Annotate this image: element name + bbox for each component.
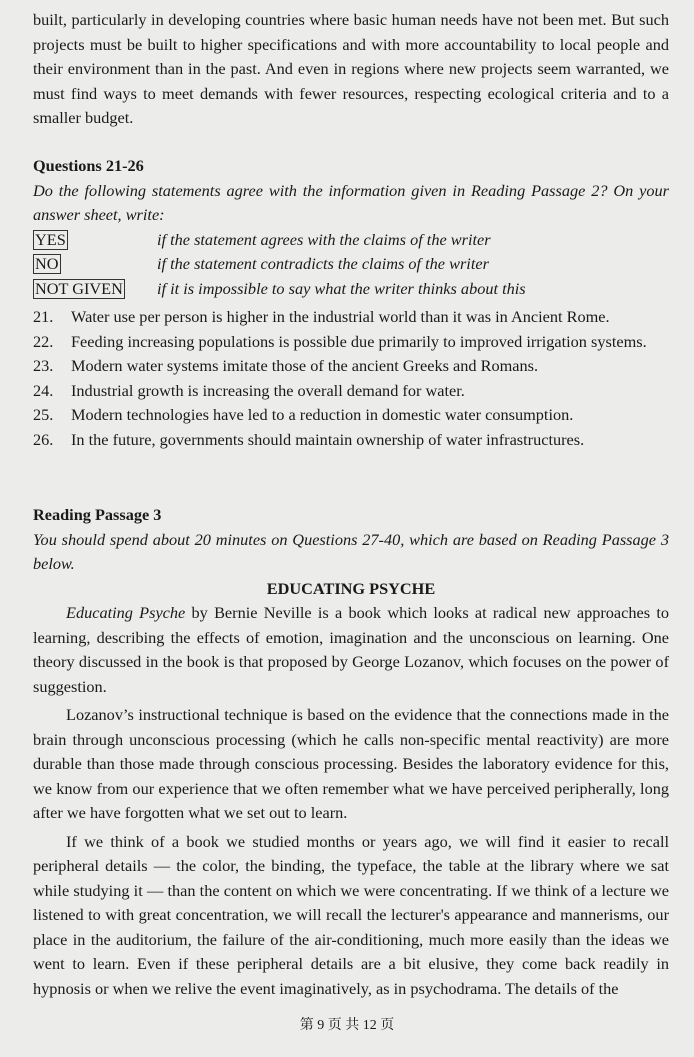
question-number: 24. (33, 380, 54, 400)
answer-key-row (33, 277, 669, 302)
question-number: 22. (33, 331, 54, 351)
question-item (33, 379, 669, 404)
question-item (33, 330, 669, 355)
answer-key (33, 228, 669, 302)
answer-key-row (33, 228, 669, 253)
passage3-section (33, 503, 669, 1001)
question-text: Water use per person is higher in the industrial world than it was in Ancient Rome. (71, 307, 610, 326)
answer-key-row (33, 252, 669, 277)
answer-key-label: NOT GIVEN (35, 278, 123, 298)
passage3-instructions: You should spend about 20 minutes on Questions 27-40, which are based on Reading Passage 3 below. (33, 529, 669, 573)
answer-key-meaning: if it is impossible to say what the writer thinks about this (157, 278, 526, 298)
book-title: Educating Psyche (66, 603, 186, 622)
question-text: Modern water systems imitate those of the ancient Greeks and Romans. (71, 356, 539, 375)
page-footer: 第 9 页 共 12 页 (299, 1018, 395, 1033)
questions-section (33, 154, 669, 452)
answer-key-meaning: if the statement agrees with the claims of the writer (157, 229, 491, 249)
passage-paragraph-3: If we think of a book we studied months or years ago, we will find it easier to recall peripheral details — the color, the binding, the typeface, the table at the library where we sat while studying it — than the content on which we were concentrating. If we think of a lecture we listened to with great concentration, we will recall the lecturer's appearance and mannerisms, our place in the auditorium, the failure of the air-conditioning, much more easily than the ideas we went to learn. Even if these peripheral details are a bit elusive, they come back readily in hypnosis or when we relive the event imaginatively, as in psychodrama. The details of the (33, 831, 669, 998)
question-item (33, 428, 669, 453)
passage-paragraph-2: Lozanov’s instructional technique is based on the evidence that the connections made in the brain through unconscious processing (which he calls non-specific mental reactivity) are more durable than those made through conscious processing. Besides the laboratory evidence for this, we know from our experience that we often remember what we have perceived peripherally, long after we have forgotten what we set out to learn. (33, 705, 669, 822)
passage-paragraph-1 (33, 601, 669, 699)
passage-title: EDUCATING PSYCHE (266, 578, 436, 598)
question-item (33, 305, 669, 330)
question-text: Modern technologies have led to a reduction in domestic water consumption. (71, 405, 574, 424)
question-list (33, 305, 669, 452)
question-text: Feeding increasing populations is possible due primarily to improved irrigation systems. (71, 331, 647, 351)
question-number: 23. (33, 356, 54, 375)
paragraph-text: by Bernie Neville is a book which looks at radical new approaches to learning, describing the effects of emotion, imagination and the unconscious on learning. One theory discussed in the book is that proposed by George Lozanov, which focuses on the power of suggestion. (33, 603, 669, 696)
intro-paragraph: built, particularly in developing countries where basic human needs have not been met. But such projects must be built to higher specifications and with more accountability to local people and their environment than in the past. And even in regions where new projects seem warranted, we must find ways to meet demands with fewer resources, respecting ecological criteria and to a smaller budget. (33, 10, 669, 127)
questions-instructions: Do the following statements agree with the information given in Reading Passage 2? On your answer sheet, write: (33, 180, 669, 224)
intro-paragraph-block (33, 8, 669, 131)
question-text: Industrial growth is increasing the overall demand for water. (71, 380, 465, 400)
question-number: 26. (33, 429, 54, 449)
answer-key-label: YES (35, 229, 66, 249)
answer-key-meaning: if the statement contradicts the claims of the writer (157, 254, 489, 274)
questions-heading: Questions 21-26 (33, 156, 144, 175)
answer-key-label: NO (35, 254, 59, 274)
question-item (33, 403, 669, 428)
question-text: In the future, governments should maintain ownership of water infrastructures. (71, 429, 585, 449)
question-number: 21. (33, 307, 54, 326)
question-item (33, 354, 669, 379)
passage3-heading: Reading Passage 3 (33, 505, 162, 524)
question-number: 25. (33, 405, 54, 424)
